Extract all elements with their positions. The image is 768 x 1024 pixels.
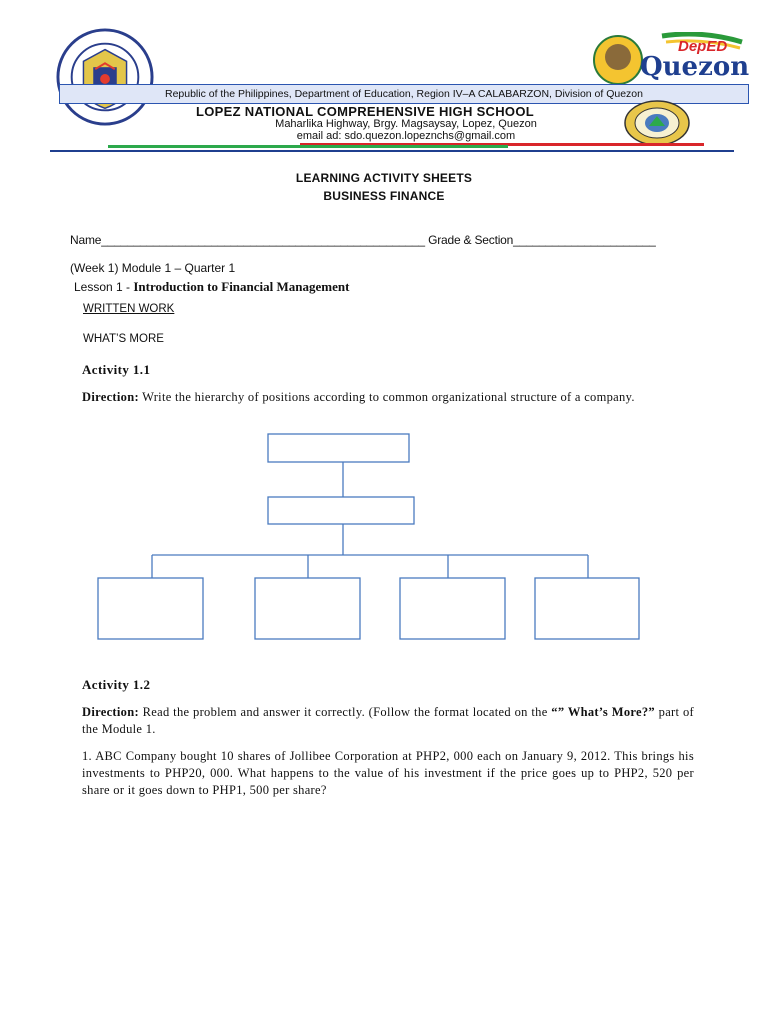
header-rule-blue (50, 150, 734, 152)
org-box-top[interactable] (268, 434, 409, 462)
direction-label: Direction: (82, 705, 139, 719)
activity-1-1-direction (82, 389, 694, 406)
school-name: LOPEZ NATIONAL COMPREHENSIVE HIGH SCHOOL (196, 104, 534, 119)
logo-deped-text: DepED (678, 38, 728, 55)
grade-section-label: Grade & Section (428, 233, 514, 247)
activity-1-2-direction (82, 704, 694, 738)
header-rule-green (108, 145, 508, 148)
subject-title: BUSINESS FINANCE (323, 189, 445, 203)
org-box-third-3[interactable] (400, 578, 505, 639)
lesson-title: Introduction to Financial Management (133, 279, 350, 294)
org-box-third-1[interactable] (98, 578, 203, 639)
org-box-third-4[interactable] (535, 578, 639, 639)
activity-1-1-heading: Activity 1.1 (82, 362, 151, 377)
written-work-heading: WRITTEN WORK (83, 303, 175, 315)
lesson-line (74, 279, 349, 295)
grade-section-blank[interactable]: ______________________ (513, 233, 656, 247)
school-address: Maharlika Highway, Brgy. Magsaysay, Lopez, Quezon (275, 118, 537, 130)
question-1: 1. ABC Company bought 10 shares of Jollibee Corporation at PHP2, 000 each on January 9, 2012. This brings his investments to PHP20, 000. What happens to the value of his investment if the price goes up to PHP2, 520 per share or it goes down to PHP1, 500 per share? (82, 749, 694, 797)
direction-text: Write the hierarchy of positions according to common organizational structure of a company. (138, 390, 635, 404)
deped-seal-logo (56, 28, 154, 126)
direction-emphasis: “” What’s More?” (551, 705, 655, 719)
direction-text: Read the problem and answer it correctly. (Follow the format located on the (138, 705, 552, 719)
direction-tail: part of the Module 1. (82, 705, 694, 736)
activity-1-2-heading: Activity 1.2 (82, 677, 151, 692)
region-banner: Republic of the Philippines, Department of Education, Region IV–A CALABARZON, Division of Quezon (59, 84, 749, 104)
name-grade-line (70, 233, 656, 247)
org-box-third-2[interactable] (255, 578, 360, 639)
school-seal-logo (624, 100, 690, 146)
name-label: Name (70, 233, 102, 247)
direction-label: Direction: (82, 390, 139, 404)
name-blank[interactable]: __________________________________________________ (101, 233, 425, 247)
org-box-second[interactable] (268, 497, 414, 524)
logo-quezon-text: Quezon (640, 52, 750, 82)
lesson-label: Lesson 1 - (74, 280, 134, 294)
deped-quezon-logo (592, 32, 752, 88)
org-chart (90, 428, 650, 648)
whats-more-heading: WHAT’S MORE (83, 333, 164, 345)
school-email: email ad: sdo.quezon.lopeznchs@gmail.com (296, 130, 516, 142)
week-module-line: (Week 1) Module 1 – Quarter 1 (70, 261, 236, 275)
document-title: LEARNING ACTIVITY SHEETS (295, 171, 473, 185)
